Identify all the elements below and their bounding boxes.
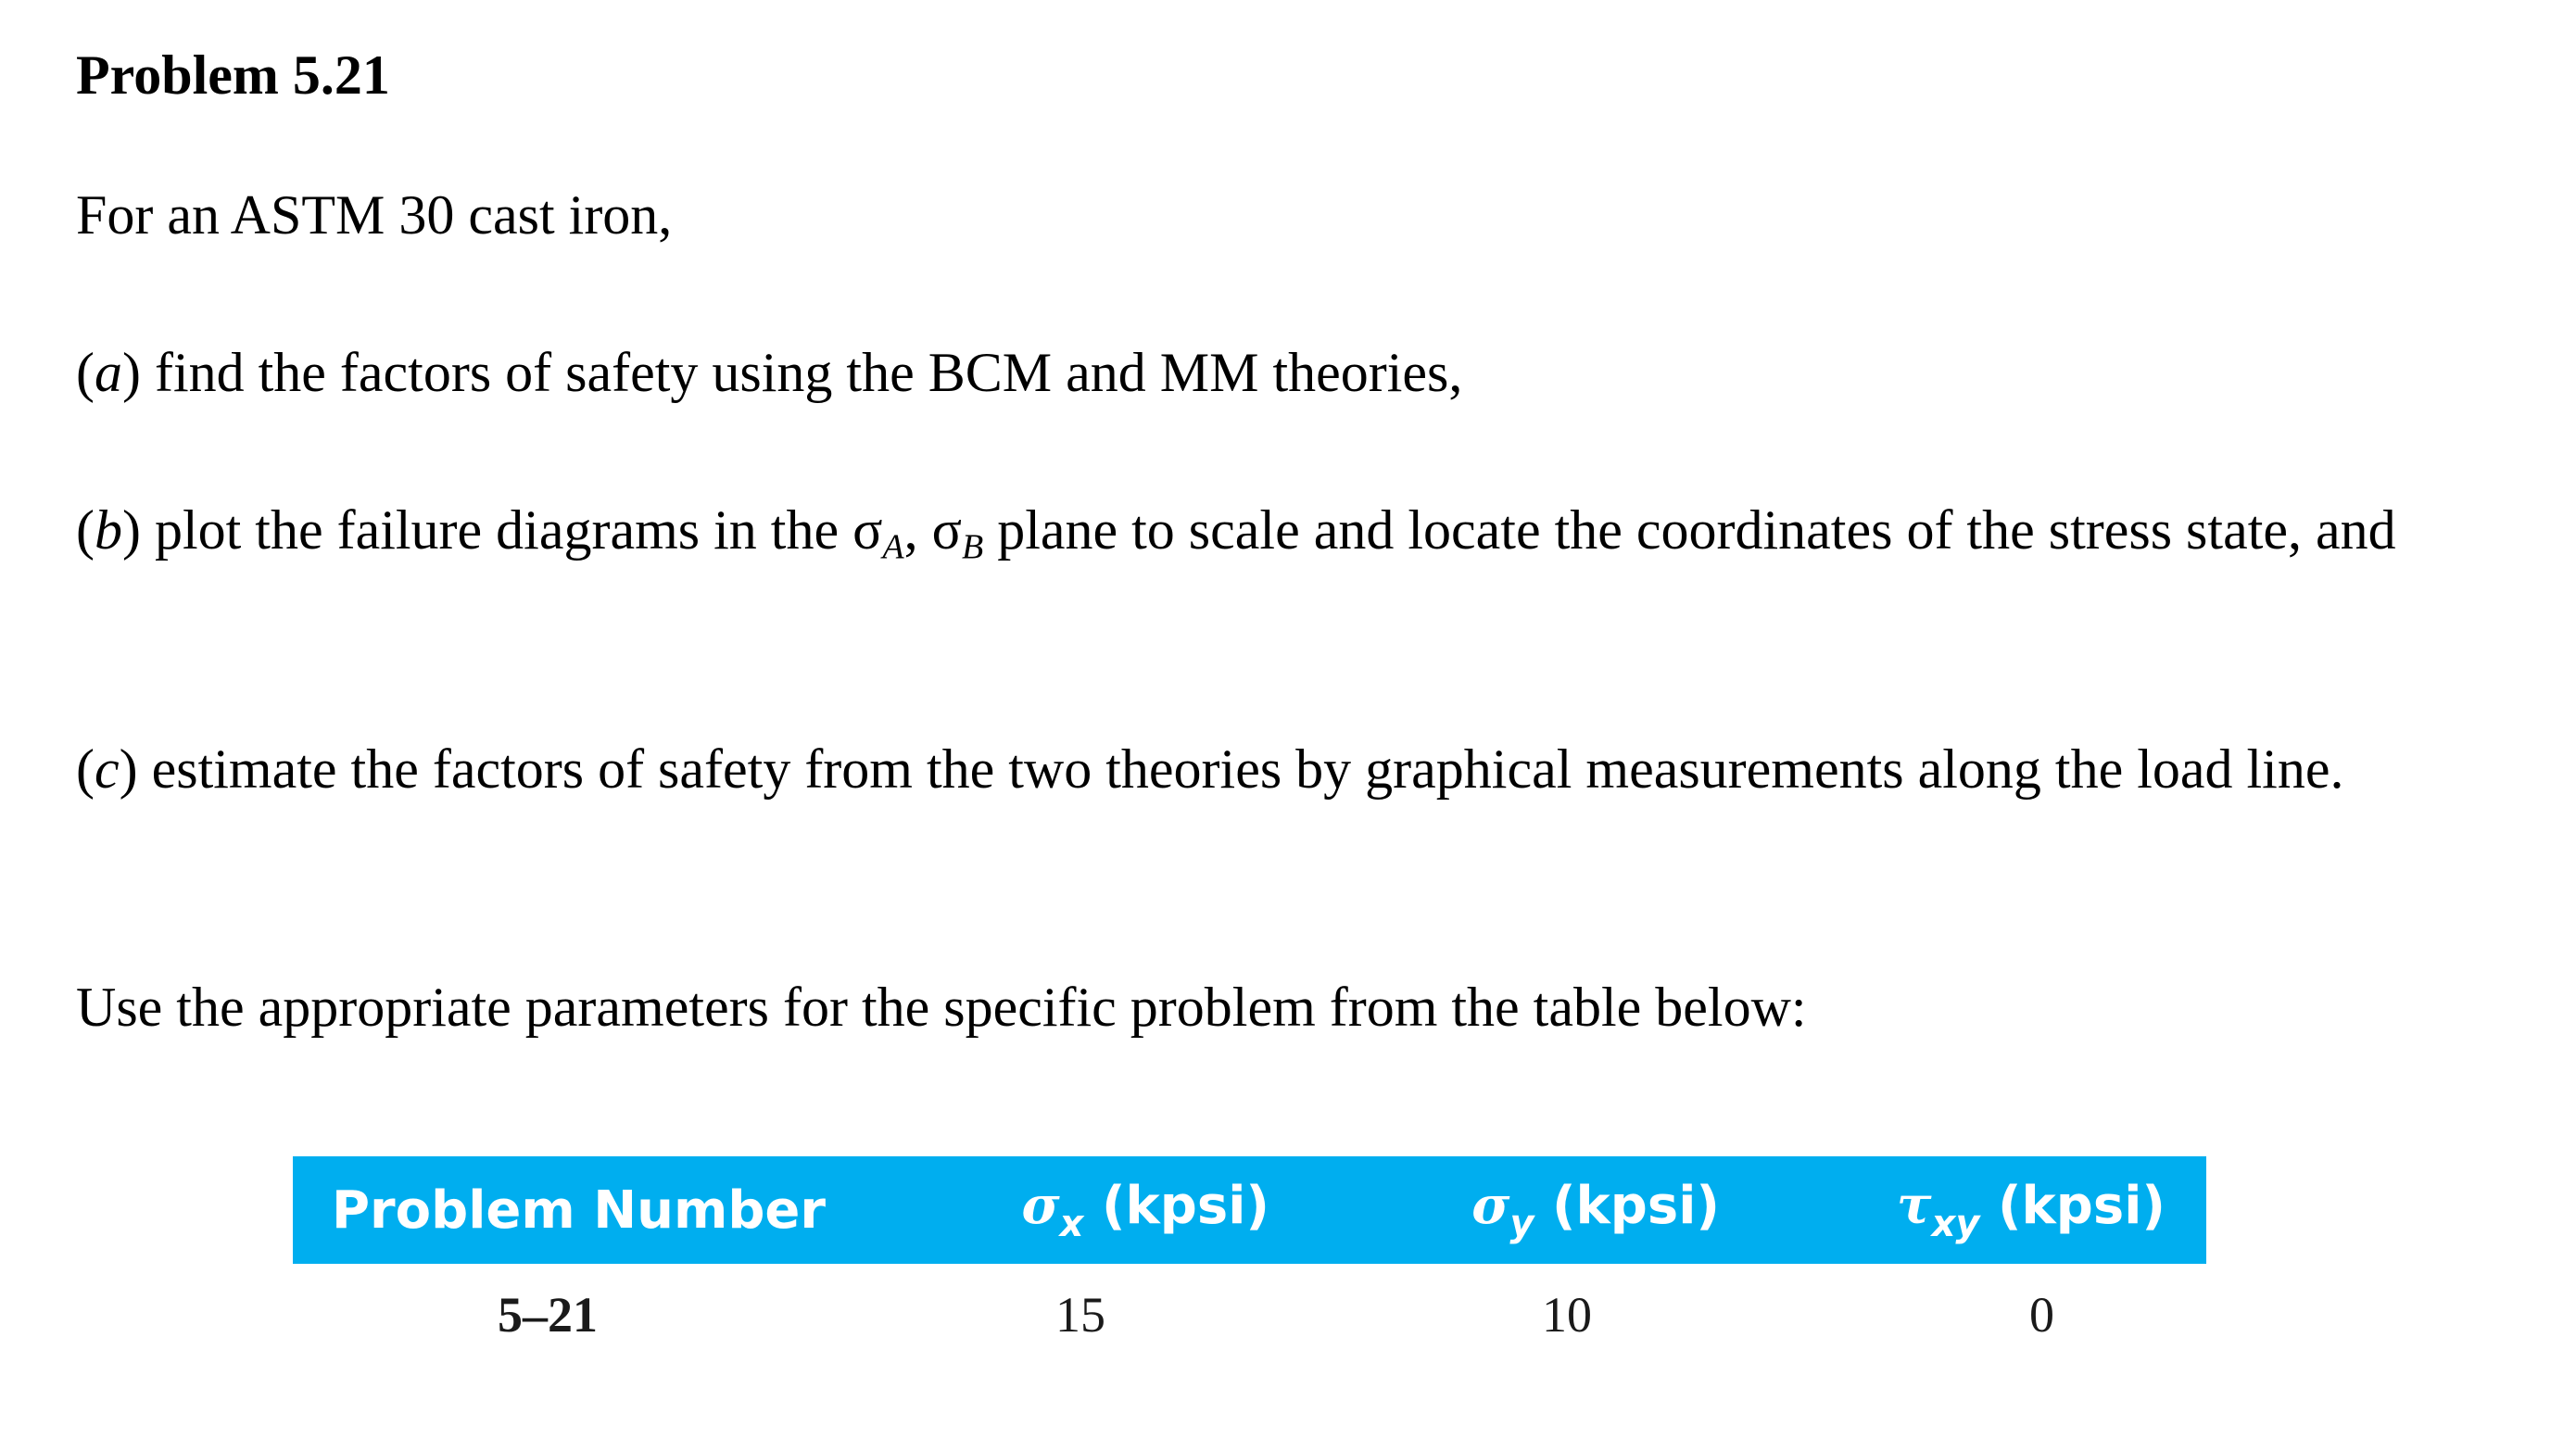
sigma-b-symbol: σ <box>931 499 962 561</box>
part-b-text-after: plane to scale and locate the coordinates of the stress state, and <box>983 499 2396 561</box>
sigma-y-unit: (kpsi) <box>1534 1176 1720 1236</box>
part-a: (a) find the factors of safety using the BCM and MM theories, <box>76 342 1463 403</box>
tau-xy-subscript: xy <box>1931 1203 1980 1245</box>
part-c: (c) estimate the factors of safety from the two theories by graphical measurements along the load line. <box>76 738 2344 800</box>
sigma-b-subscript: B <box>961 527 984 567</box>
page-title: Problem 5.21 <box>76 44 390 106</box>
part-c-label: c <box>94 738 120 800</box>
sigma-a-subscript: A <box>882 527 904 567</box>
part-a-label: a <box>94 342 122 403</box>
cell-sigma-x: 15 <box>1055 1287 1105 1343</box>
cell-problem-number: 5–21 <box>498 1287 598 1343</box>
sigma-y-symbol: σ <box>1471 1175 1510 1236</box>
cell-tau-xy: 0 <box>2029 1287 2054 1343</box>
cell-sigma-y: 10 <box>1542 1287 1592 1343</box>
sigma-x-subscript: x <box>1059 1203 1084 1245</box>
header-tau-xy <box>1738 1156 2206 1264</box>
tau-xy-unit: (kpsi) <box>1979 1176 2166 1236</box>
table-row <box>293 1264 2206 1366</box>
header-sigma-y <box>1303 1156 1738 1264</box>
intro-text: For an ASTM 30 cast iron, <box>76 184 673 246</box>
sigma-a-symbol: σ <box>852 499 883 561</box>
part-b: (b) plot the failure diagrams in the $\sigma_A$, $\sigma_B$ plane to scale and locate the coordinates of the stress state, and <box>76 499 2396 567</box>
parameters-table <box>293 1156 2206 1366</box>
separator-comma: , <box>903 499 932 561</box>
tau-xy-symbol: τ <box>1896 1175 1932 1236</box>
table-header-row <box>293 1156 2206 1264</box>
part-c-text: estimate the factors of safety from the two theories by graphical measurements along the load line. <box>151 738 2344 800</box>
sigma-x-symbol: σ <box>1021 1175 1060 1236</box>
part-b-label: b <box>94 499 122 561</box>
instruction-text: Use the appropriate parameters for the specific problem from the table below: <box>76 977 1807 1038</box>
part-a-text: find the factors of safety using the BCM and MM theories, <box>154 342 1463 403</box>
part-b-text-before: plot the failure diagrams in the <box>154 499 853 561</box>
header-problem-number: Problem Number <box>332 1179 827 1241</box>
sigma-y-subscript: y <box>1509 1203 1534 1245</box>
sigma-x-unit: (kpsi) <box>1083 1176 1269 1236</box>
header-sigma-x <box>858 1156 1303 1264</box>
